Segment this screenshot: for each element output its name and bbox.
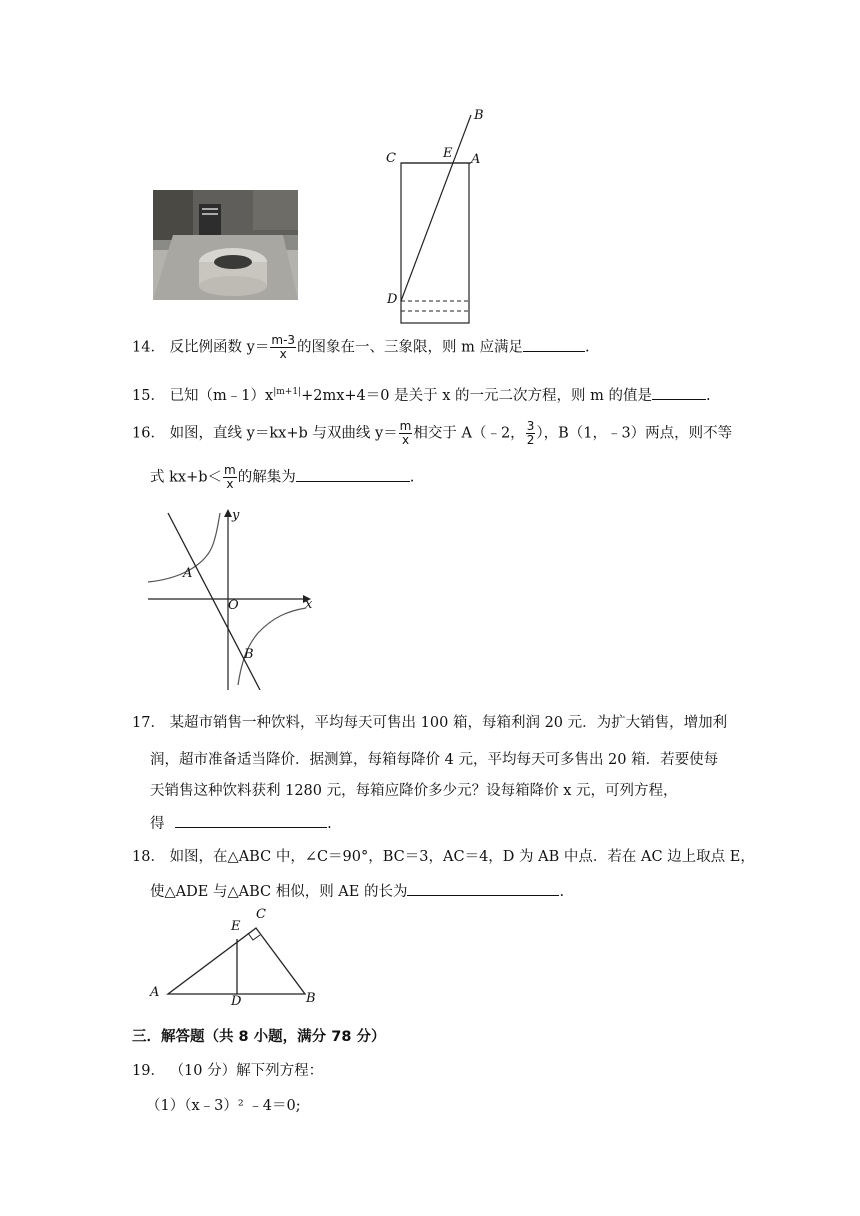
question-17-line-1: 17． 某超市销售一种饮料，平均每天可售出 100 箱，每箱利润 20 元．为扩大销售，增加利 [132,715,728,731]
label-c: C [386,151,396,166]
label-y: y [232,508,240,523]
fraction: $\frac{m}{x}$ [224,463,236,491]
label-o: O [228,598,239,613]
question-18-line-1: 18． 如图，在△ABC 中，∠C＝90°，BC＝3，AC＝4，D 为 AB 中点．若在 AC 边上取点 E， [132,849,755,865]
question-16-line-1: 16． 如图，直线 y＝kx+b 与双曲线 y＝ $\frac{m}{x}$ 相交于 A（﹣2， $\frac{3}{2}$ ），B（1，﹣3）两点，则不等 [132,419,733,447]
well-photo [153,190,298,300]
label-d: D [387,292,398,307]
label-b: B [474,108,484,123]
label-b: B [244,647,254,662]
label-d: D [231,994,242,1009]
label-e: E [443,146,453,161]
question-17-line-2: 润，超市准备适当降价．据测算，每箱每降价 4 元，平均每天可多售出 20 箱．若要使每 [150,752,719,768]
question-17-line-3: 天销售这种饮料获利 1280 元，每箱应降价多少元？设每箱降价 x 元，可列方程， [150,783,678,799]
question-17-line-4: 得 . [150,816,332,832]
section-heading: 三．解答题（共 8 小题，满分 78 分） [132,1029,386,1045]
question-19: 19． （10 分）解下列方程： [132,1063,324,1079]
fraction: $\frac{m-3}{x}$ [271,333,296,361]
answer-blank[interactable] [407,883,559,896]
question-16-line-2: 式 kx+b＜ $\frac{m}{x}$ 的解集为 . [150,463,415,491]
question-14: 14． 反比例函数 y＝ $\frac{m-3}{x}$ 的图象在一、三象限，则 m 应满足 . [132,333,590,361]
label-x: x [305,597,313,612]
question-18-line-2: 使△ADE 与△ABC 相似，则 AE 的长为 . [150,884,565,900]
answer-blank[interactable] [296,469,410,482]
answer-blank[interactable] [523,339,585,352]
label-b: B [306,991,316,1006]
label-a: A [183,566,193,581]
fraction: $\frac{3}{2}$ [526,419,535,447]
answer-blank[interactable] [175,815,327,828]
question-19-sub-1: （1）（x﹣3）² ﹣4＝0; [146,1098,301,1114]
fraction: $\frac{m}{x}$ [399,419,412,447]
answer-blank[interactable] [652,387,706,400]
label-a: A [471,152,481,167]
well-rect [401,163,469,323]
label-e: E [231,919,241,934]
label-a: A [150,985,160,1000]
label-c: C [256,907,266,922]
question-15: 15． 已知$(m﹣1)x^{|m+1|}+2mx+4=0$ 是关于 x 的一元二次方程，则 m 的值是 . [132,387,711,404]
line-db [401,115,471,301]
